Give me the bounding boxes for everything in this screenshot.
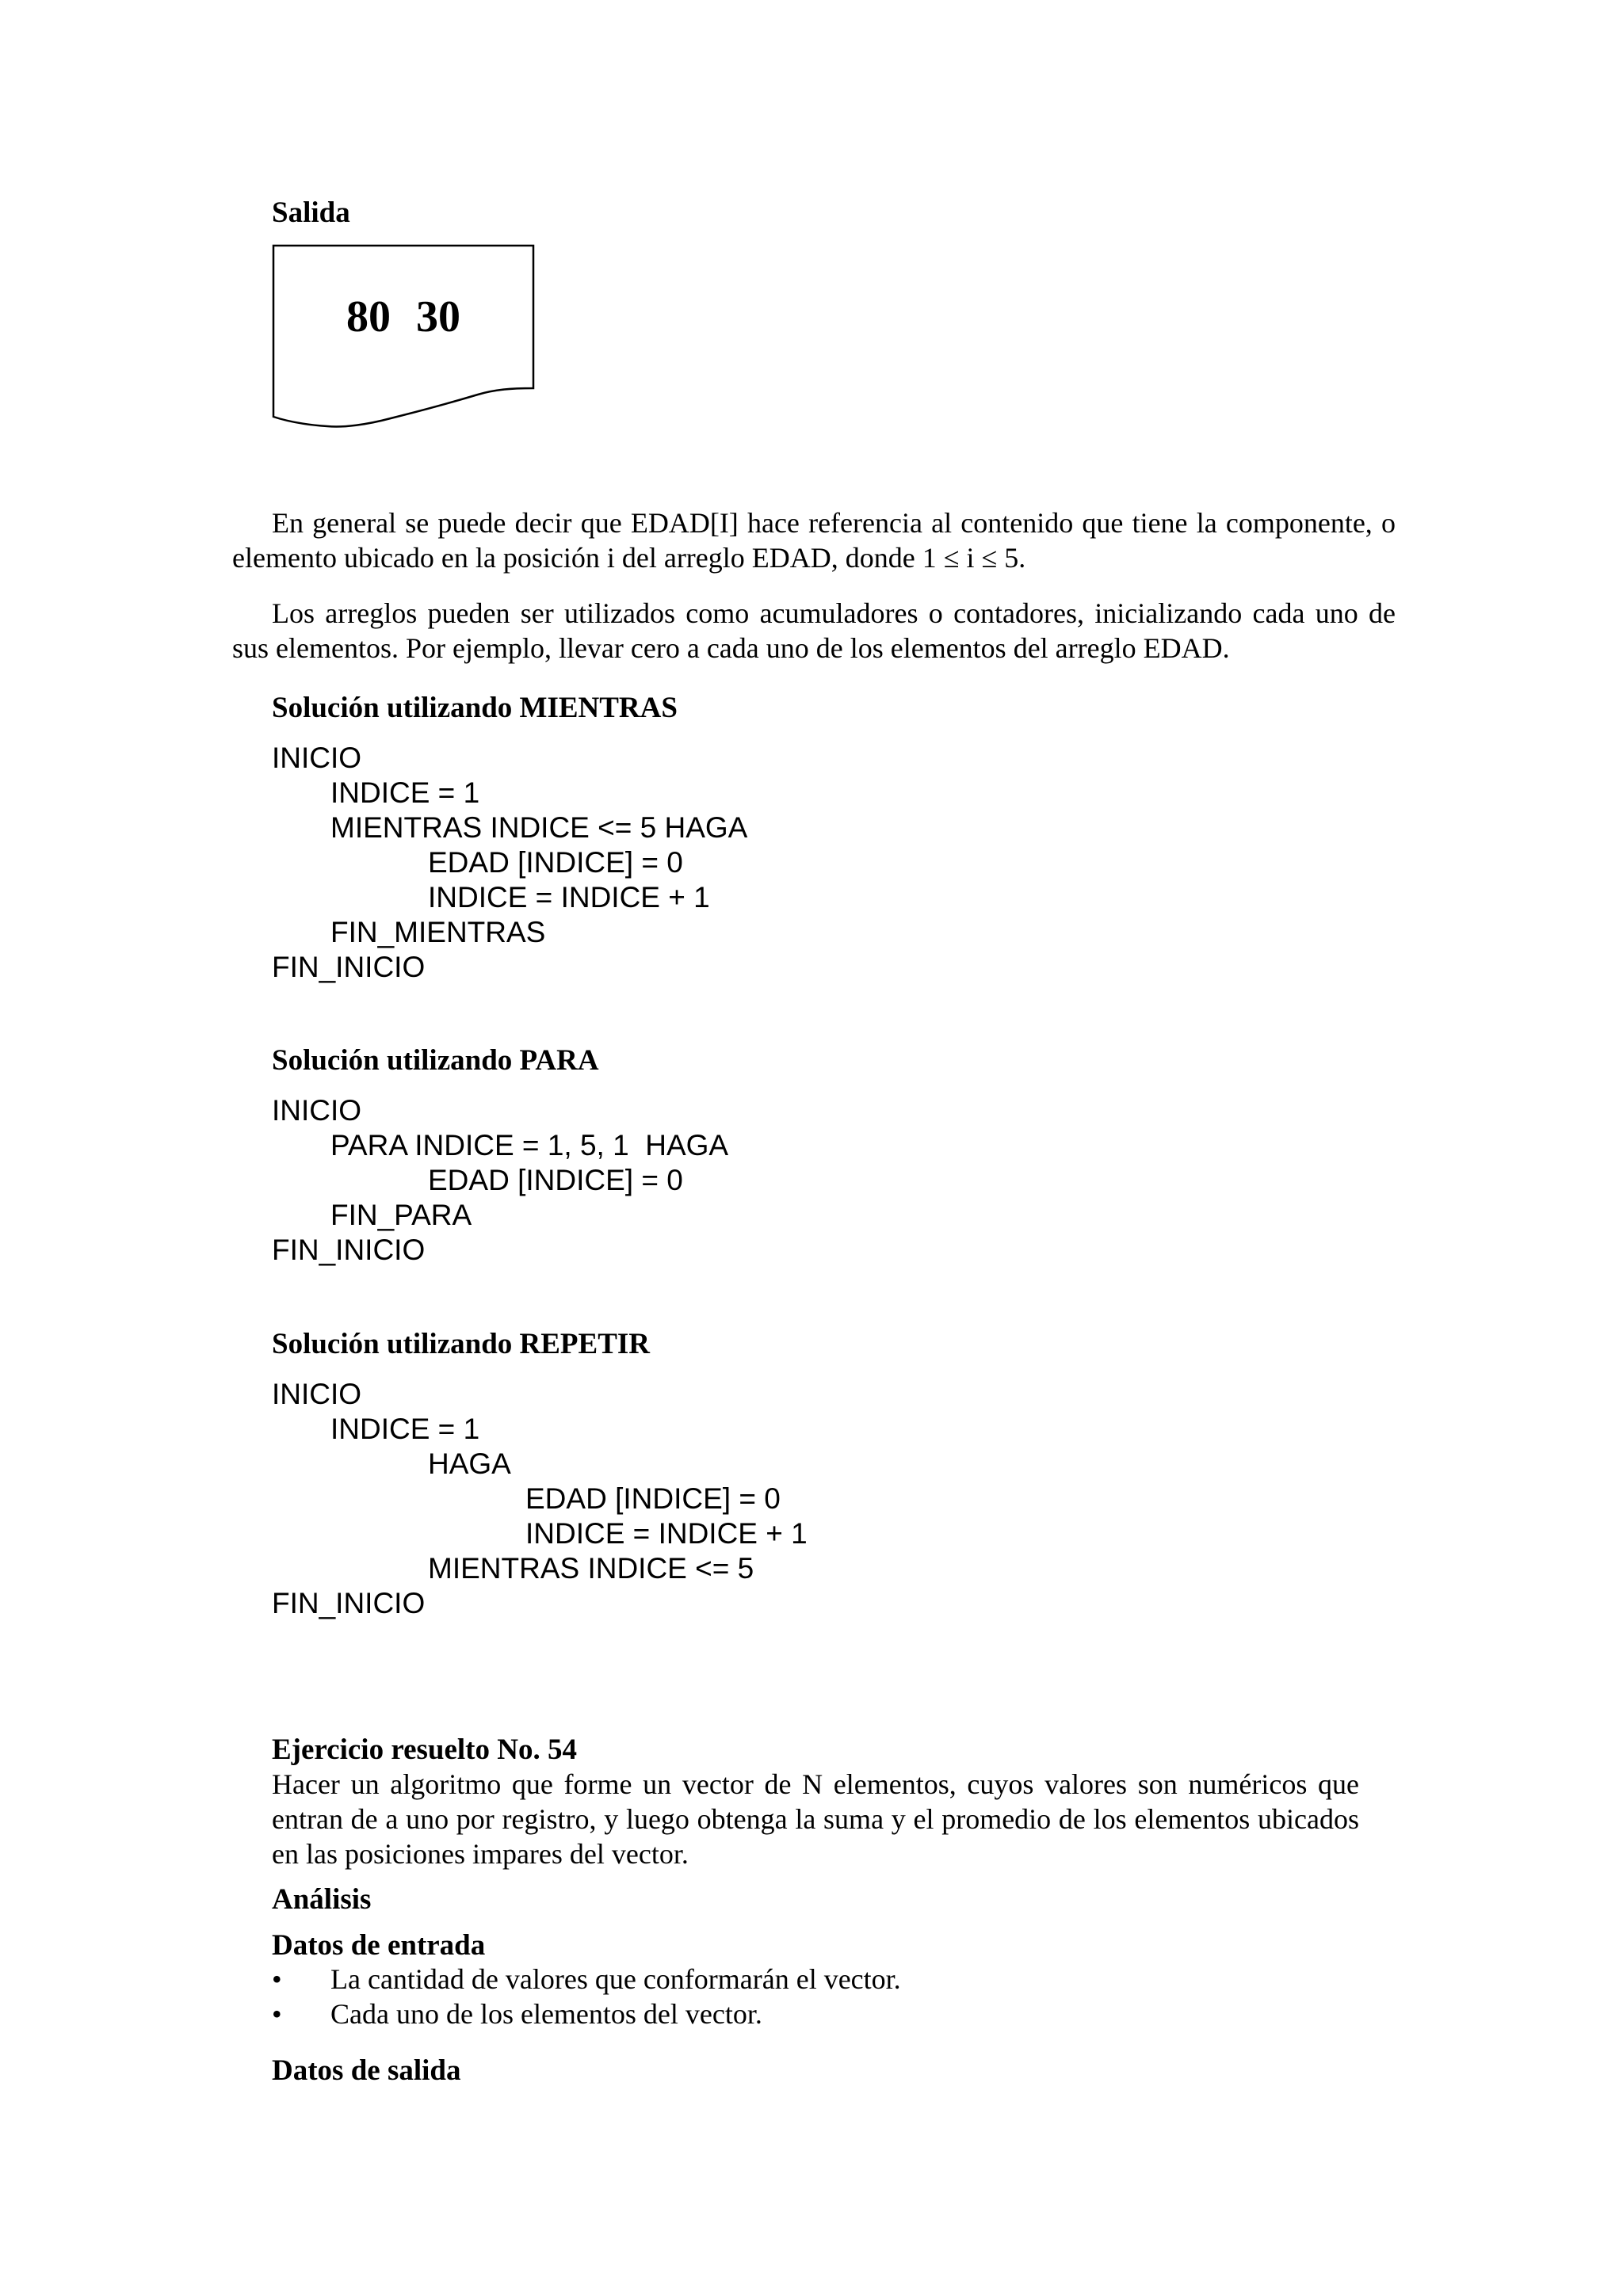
code-line: INDICE = INDICE + 1 — [525, 1517, 808, 1550]
list-item-text: La cantidad de valores que conformarán el vector. — [330, 1963, 901, 1995]
para-heading: Solución utilizando PARA — [272, 1044, 599, 1077]
datos-entrada-heading: Datos de entrada — [272, 1929, 486, 1962]
code-line: MIENTRAS INDICE <= 5 — [428, 1552, 754, 1585]
bullet-icon: • — [272, 1998, 282, 2030]
paragraph-arreglos — [232, 596, 1396, 666]
paragraph-text: Los arreglos pueden ser utilizados como acumuladores o contadores, inicializando cada uno de sus elementos. Por ejemplo, llevar cero a cada uno de los elementos del arreglo EDAD. — [232, 597, 1396, 664]
output-values — [272, 293, 535, 341]
code-line: FIN_INICIO — [272, 951, 426, 983]
code-line: HAGA — [428, 1447, 511, 1480]
datos-salida-heading: Datos de salida — [272, 2054, 461, 2087]
list-item-text: Cada uno de los elementos del vector. — [330, 1998, 762, 2030]
para-code — [272, 1093, 728, 1268]
analisis-heading: Análisis — [272, 1883, 372, 1916]
code-line: FIN_MIENTRAS — [330, 916, 546, 948]
list-item — [272, 1997, 1381, 2031]
repetir-code — [272, 1377, 808, 1621]
paragraph-text: En general se puede decir que EDAD[I] hace referencia al contenido que tiene la componente, o elemento ubicado en la posición i del arreglo EDAD, donde 1 ≤ i ≤ 5. — [232, 507, 1396, 574]
list-item — [272, 1962, 1381, 1997]
code-line: INICIO — [272, 1378, 362, 1410]
code-line: INDICE = INDICE + 1 — [428, 881, 710, 913]
salida-heading: Salida — [272, 196, 350, 229]
ejercicio-heading: Ejercicio resuelto No. 54 — [272, 1733, 577, 1766]
paragraph-edad — [232, 505, 1396, 575]
code-line: EDAD [INDICE] = 0 — [428, 846, 683, 879]
code-line: PARA INDICE = 1, 5, 1 HAGA — [330, 1129, 729, 1161]
code-line: MIENTRAS INDICE <= 5 HAGA — [330, 811, 748, 844]
code-line: FIN_INICIO — [272, 1587, 426, 1619]
code-line: INDICE = 1 — [330, 776, 480, 809]
output-value: 30 — [416, 292, 460, 341]
code-line: INICIO — [272, 1094, 362, 1127]
code-line: FIN_INICIO — [272, 1234, 426, 1266]
code-line: EDAD [INDICE] = 0 — [428, 1164, 683, 1196]
mientras-heading: Solución utilizando MIENTRAS — [272, 692, 678, 724]
code-line: EDAD [INDICE] = 0 — [525, 1482, 781, 1515]
output-value: 80 — [346, 292, 391, 341]
code-line: INDICE = 1 — [330, 1413, 480, 1445]
code-line: INICIO — [272, 742, 362, 774]
bullet-icon: • — [272, 1963, 282, 1995]
code-line: FIN_PARA — [330, 1199, 472, 1231]
repetir-heading: Solución utilizando REPETIR — [272, 1328, 651, 1360]
ejercicio-text: Hacer un algoritmo que forme un vector de N elementos, cuyos valores son numéricos que entran de a uno por registro, y luego obtenga la suma y el promedio de los elementos ubicados en las posiciones impares del vector. — [272, 1768, 1359, 1870]
mientras-code — [272, 741, 747, 985]
